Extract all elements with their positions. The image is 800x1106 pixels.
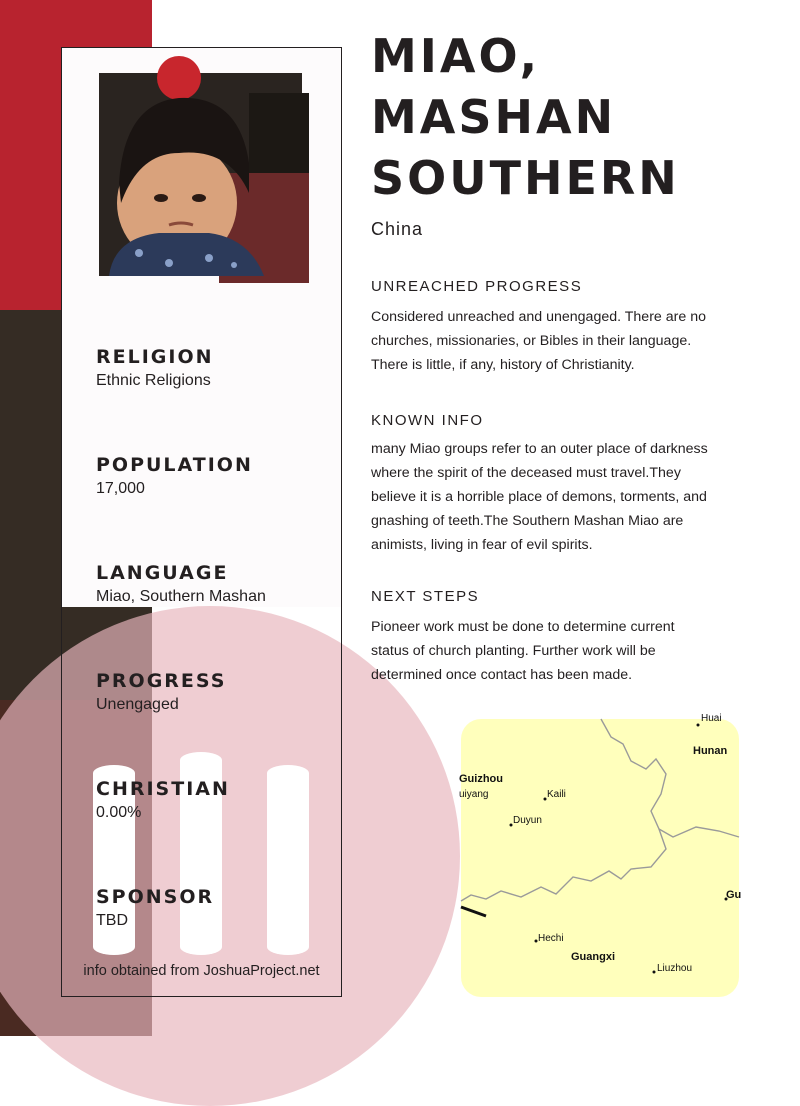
section-heading-unreached: UNREACHED PROGRESS — [371, 278, 583, 295]
body-line: believe it is a horrible place of demons, torments, and — [371, 489, 707, 505]
stat-label: SPONSOR — [96, 886, 215, 908]
stat-value: Ethnic Religions — [96, 372, 211, 389]
stat-label: RELIGION — [96, 346, 214, 368]
map-label-guiyang: uiyang — [459, 789, 489, 800]
child-portrait-photo — [99, 73, 302, 276]
map-label-hunan: Hunan — [693, 745, 728, 757]
section-heading-next: NEXT STEPS — [371, 588, 480, 605]
map-label-hechi: Hechi — [538, 933, 564, 944]
page-title — [371, 26, 791, 210]
stat-sponsor — [96, 886, 336, 930]
stat-language — [96, 562, 336, 606]
body-line: status of church planting. Further work will be — [371, 643, 656, 659]
section-body-next — [371, 615, 746, 687]
section-body-known — [371, 437, 746, 557]
section-heading-known: KNOWN INFO — [371, 412, 484, 429]
stat-value: Miao, Southern Mashan — [96, 588, 266, 605]
stat-religion — [96, 346, 336, 390]
source-credit: info obtained from JoshuaProject.net — [83, 963, 320, 979]
section-body-unreached — [371, 305, 746, 377]
title-line: MASHAN — [371, 90, 617, 145]
map-label-kaili: Kaili — [547, 789, 566, 800]
stat-value: 17,000 — [96, 480, 145, 497]
stat-value: 0.00% — [96, 804, 142, 821]
stat-label: POPULATION — [96, 454, 253, 476]
body-line: where the spirit of the deceased must travel.They — [371, 465, 681, 481]
country-name: China — [371, 219, 424, 239]
stat-label: LANGUAGE — [96, 562, 229, 584]
body-line: Considered unreached and unengaged. There are no — [371, 309, 706, 325]
stat-christian — [96, 778, 336, 822]
region-map — [459, 713, 742, 997]
map-label-duyun: Duyun — [513, 815, 542, 826]
map-label-gu: Gu — [726, 889, 742, 901]
body-line: churches, missionaries, or Bibles in their language. — [371, 333, 692, 349]
body-line: gnashing of teeth.The Southern Mashan Miao are — [371, 513, 684, 529]
title-line: SOUTHERN — [371, 151, 680, 206]
body-line: There is little, if any, history of Christianity. — [371, 357, 635, 373]
map-label-huai: Huai — [701, 713, 722, 724]
body-line: Pioneer work must be done to determine current — [371, 619, 675, 635]
map-label-guangxi: Guangxi — [571, 951, 616, 963]
stat-value: Unengaged — [96, 696, 179, 713]
stat-progress — [96, 670, 336, 714]
body-line: many Miao groups refer to an outer place of darkness — [371, 441, 708, 457]
body-line: determined once contact has been made. — [371, 667, 633, 683]
body-line: animists, living in fear of evil spirits. — [371, 537, 593, 553]
map-label-guizhou: Guizhou — [459, 773, 503, 785]
title-line: MIAO, — [371, 29, 541, 83]
stat-label: PROGRESS — [96, 670, 227, 692]
stat-population — [96, 454, 336, 498]
stat-value: TBD — [96, 912, 128, 929]
stat-label: CHRISTIAN — [96, 778, 230, 800]
map-label-liuzhou: Liuzhou — [657, 963, 693, 974]
